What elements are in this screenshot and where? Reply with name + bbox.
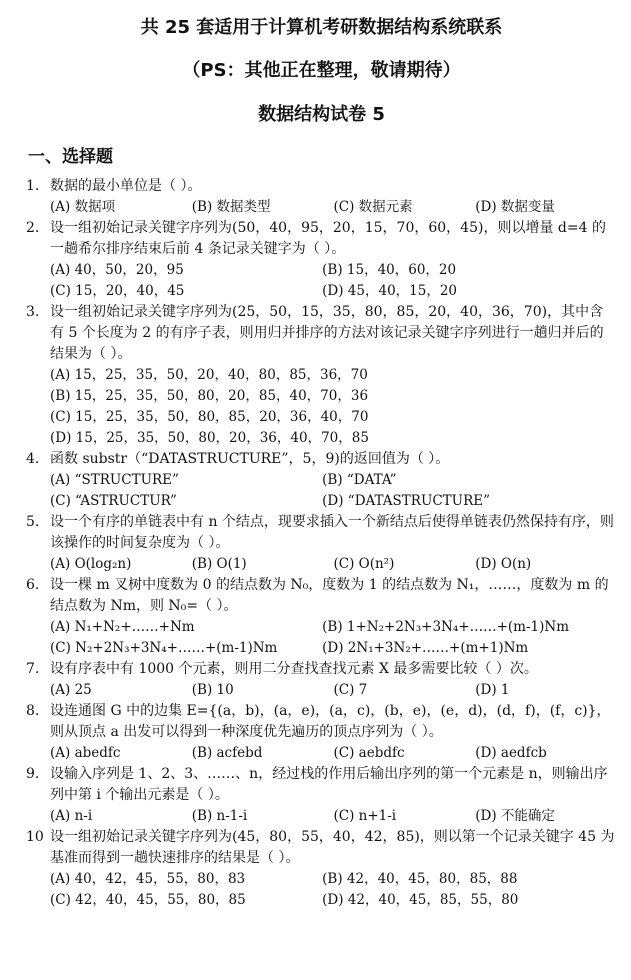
option-c: (C) 7 (333, 682, 368, 698)
question-stem: 设一组初始记录关键字序列为(25，50，15，35，80，85，20，40，36，70)，其中含有 5 个长度为 2 的有序子表，则用归并排序的方法对该记录关键字序列进行一趟归并后的结果为（ ）。 (50, 304, 604, 362)
option-d: (D) 1 (475, 682, 510, 698)
question-stem: 设一棵 m 叉树中度数为 0 的结点数为 N₀，度数为 1 的结点数为 N₁，……，度数为 m 的结点数为 Nm，则 N₀=（ ）。 (50, 577, 609, 614)
question-10 (26, 827, 617, 911)
option-d: (D) aedfcb (475, 745, 547, 761)
paper-title: 数据结构试卷 5 (258, 104, 385, 125)
option-d: (D) 数据变量 (475, 199, 555, 215)
option-c: (C) 15，25，35，50，80，85，20，36，40，70 (50, 409, 369, 425)
option-c: (C) N₂+2N₃+3N₄+……+(m-1)Nm (50, 640, 278, 656)
option-d: (D) 15，25，35，50，80，20，36，40，70，85 (50, 430, 369, 446)
option-a: (A) O(log₂n) (50, 556, 132, 572)
question-stem: 设输入序列是 1、2、3、……、n，经过栈的作用后输出序列的第一个元素是 n，则输出序列中第 i 个输出元素是（ ）。 (50, 766, 608, 803)
option-a: (A) abedfc (50, 745, 121, 761)
question-number: 4. (26, 451, 40, 467)
question-stem: 函数 substr（“DATASTRUCTURE”，5，9)的返回值为（ ）。 (50, 451, 450, 467)
option-b: (B) n-1-i (191, 808, 248, 824)
option-b: (B) 数据类型 (191, 199, 271, 215)
question-number: 7. (26, 661, 40, 677)
question-number: 2. (26, 220, 40, 236)
question-number: 8. (26, 703, 40, 719)
question-number: 3. (26, 304, 40, 320)
section-heading: 一、选择题 (28, 147, 113, 167)
option-b: (B) 15，25，35，50，80，20，85，40，70，36 (50, 388, 369, 404)
question-6 (26, 575, 617, 659)
question-stem: 设一组初始记录关键字序列为(45，80，55，40，42，85)，则以第一个记录关键字 45 为基准而得到一趟快速排序的结果是（ ）。 (50, 829, 615, 866)
option-b: (B) 10 (191, 682, 234, 698)
question-4 (26, 449, 617, 512)
option-a: (A) n-i (50, 808, 93, 824)
question-3 (26, 302, 617, 449)
option-a: (A) 40，42，45，55，80，83 (50, 871, 246, 887)
option-b: (B) acfebd (191, 745, 263, 761)
option-d: (D) “DATASTRUCTURE” (322, 493, 490, 509)
option-b: (B) 15，40，60，20 (322, 262, 457, 278)
question-number: 9. (26, 766, 40, 782)
option-d: (D) 45，40，15，20 (322, 283, 458, 299)
option-b: (B) “DATA” (322, 472, 397, 488)
option-d: (D) 不能确定 (475, 808, 555, 824)
option-d: (D) 2N₁+3N₂+……+(m+1)Nm (322, 640, 529, 656)
document-title: 共 25 套适用于计算机考研数据结构系统联系 (140, 17, 503, 38)
option-c: (C) O(n²) (333, 556, 395, 572)
option-c: (C) aebdfc (333, 745, 405, 761)
question-number: 6. (26, 577, 40, 593)
question-2 (26, 218, 617, 302)
question-5 (26, 512, 617, 575)
option-c: (C) n+1-i (333, 808, 397, 824)
question-number: 1. (26, 178, 40, 194)
option-d: (D) O(n) (475, 556, 532, 572)
option-b: (B) O(1) (191, 556, 247, 572)
option-a: (A) 数据项 (50, 199, 116, 215)
option-c: (C) 15，20，40，45 (50, 283, 185, 299)
question-8 (26, 701, 617, 764)
option-a: (A) “STRUCTURE” (50, 472, 179, 488)
option-a: (A) N₁+N₂+……+Nm (50, 619, 195, 635)
option-c: (C) “ASTRUCTUR” (50, 493, 177, 509)
option-a: (A) 25 (50, 682, 92, 698)
option-d: (D) 42，40，45，85，55，80 (322, 892, 519, 908)
question-1 (26, 176, 617, 218)
option-a: (A) 40，50，20，95 (50, 262, 184, 278)
option-c: (C) 数据元素 (333, 199, 413, 215)
question-stem: 设连通图 G 中的边集 E={(a，b)，(a，e)，(a，c)，(b，e)，(e，d)，(d，f)，(f，c)}，则从顶点 a 出发可以得到一种深度优先遍历的顶点序列为（ ）。 (50, 703, 611, 740)
option-c: (C) 42，40，45，55，80，85 (50, 892, 246, 908)
question-stem: 设有序表中有 1000 个元素，则用二分查找查找元素 X 最多需要比较（ ）次。 (50, 661, 538, 677)
question-stem: 设一组初始记录关键字序列为(50，40，95，20，15，70，60，45)，则以增量 d=4 的一趟希尔排序结束后前 4 条记录关键字为（ ）。 (50, 220, 606, 257)
question-number: 5. (26, 514, 40, 530)
question-9 (26, 764, 617, 827)
question-stem: 数据的最小单位是（ ）。 (50, 178, 202, 194)
option-b: (B) 42，40，45，80，85，88 (322, 871, 518, 887)
document-subtitle: （PS：其他正在整理，敬请期待） (182, 60, 461, 81)
option-a: (A) 15，25，35，50，20，40，80，85，36，70 (50, 367, 368, 383)
option-b: (B) 1+N₂+2N₃+3N₄+……+(m-1)Nm (322, 619, 569, 635)
question-7 (26, 659, 617, 701)
question-stem: 设一个有序的单链表中有 n 个结点，现要求插入一个新结点后使得单链表仍然保持有序，则该操作的时间复杂度为（ ）。 (50, 514, 614, 551)
question-number: 10 (26, 829, 44, 845)
